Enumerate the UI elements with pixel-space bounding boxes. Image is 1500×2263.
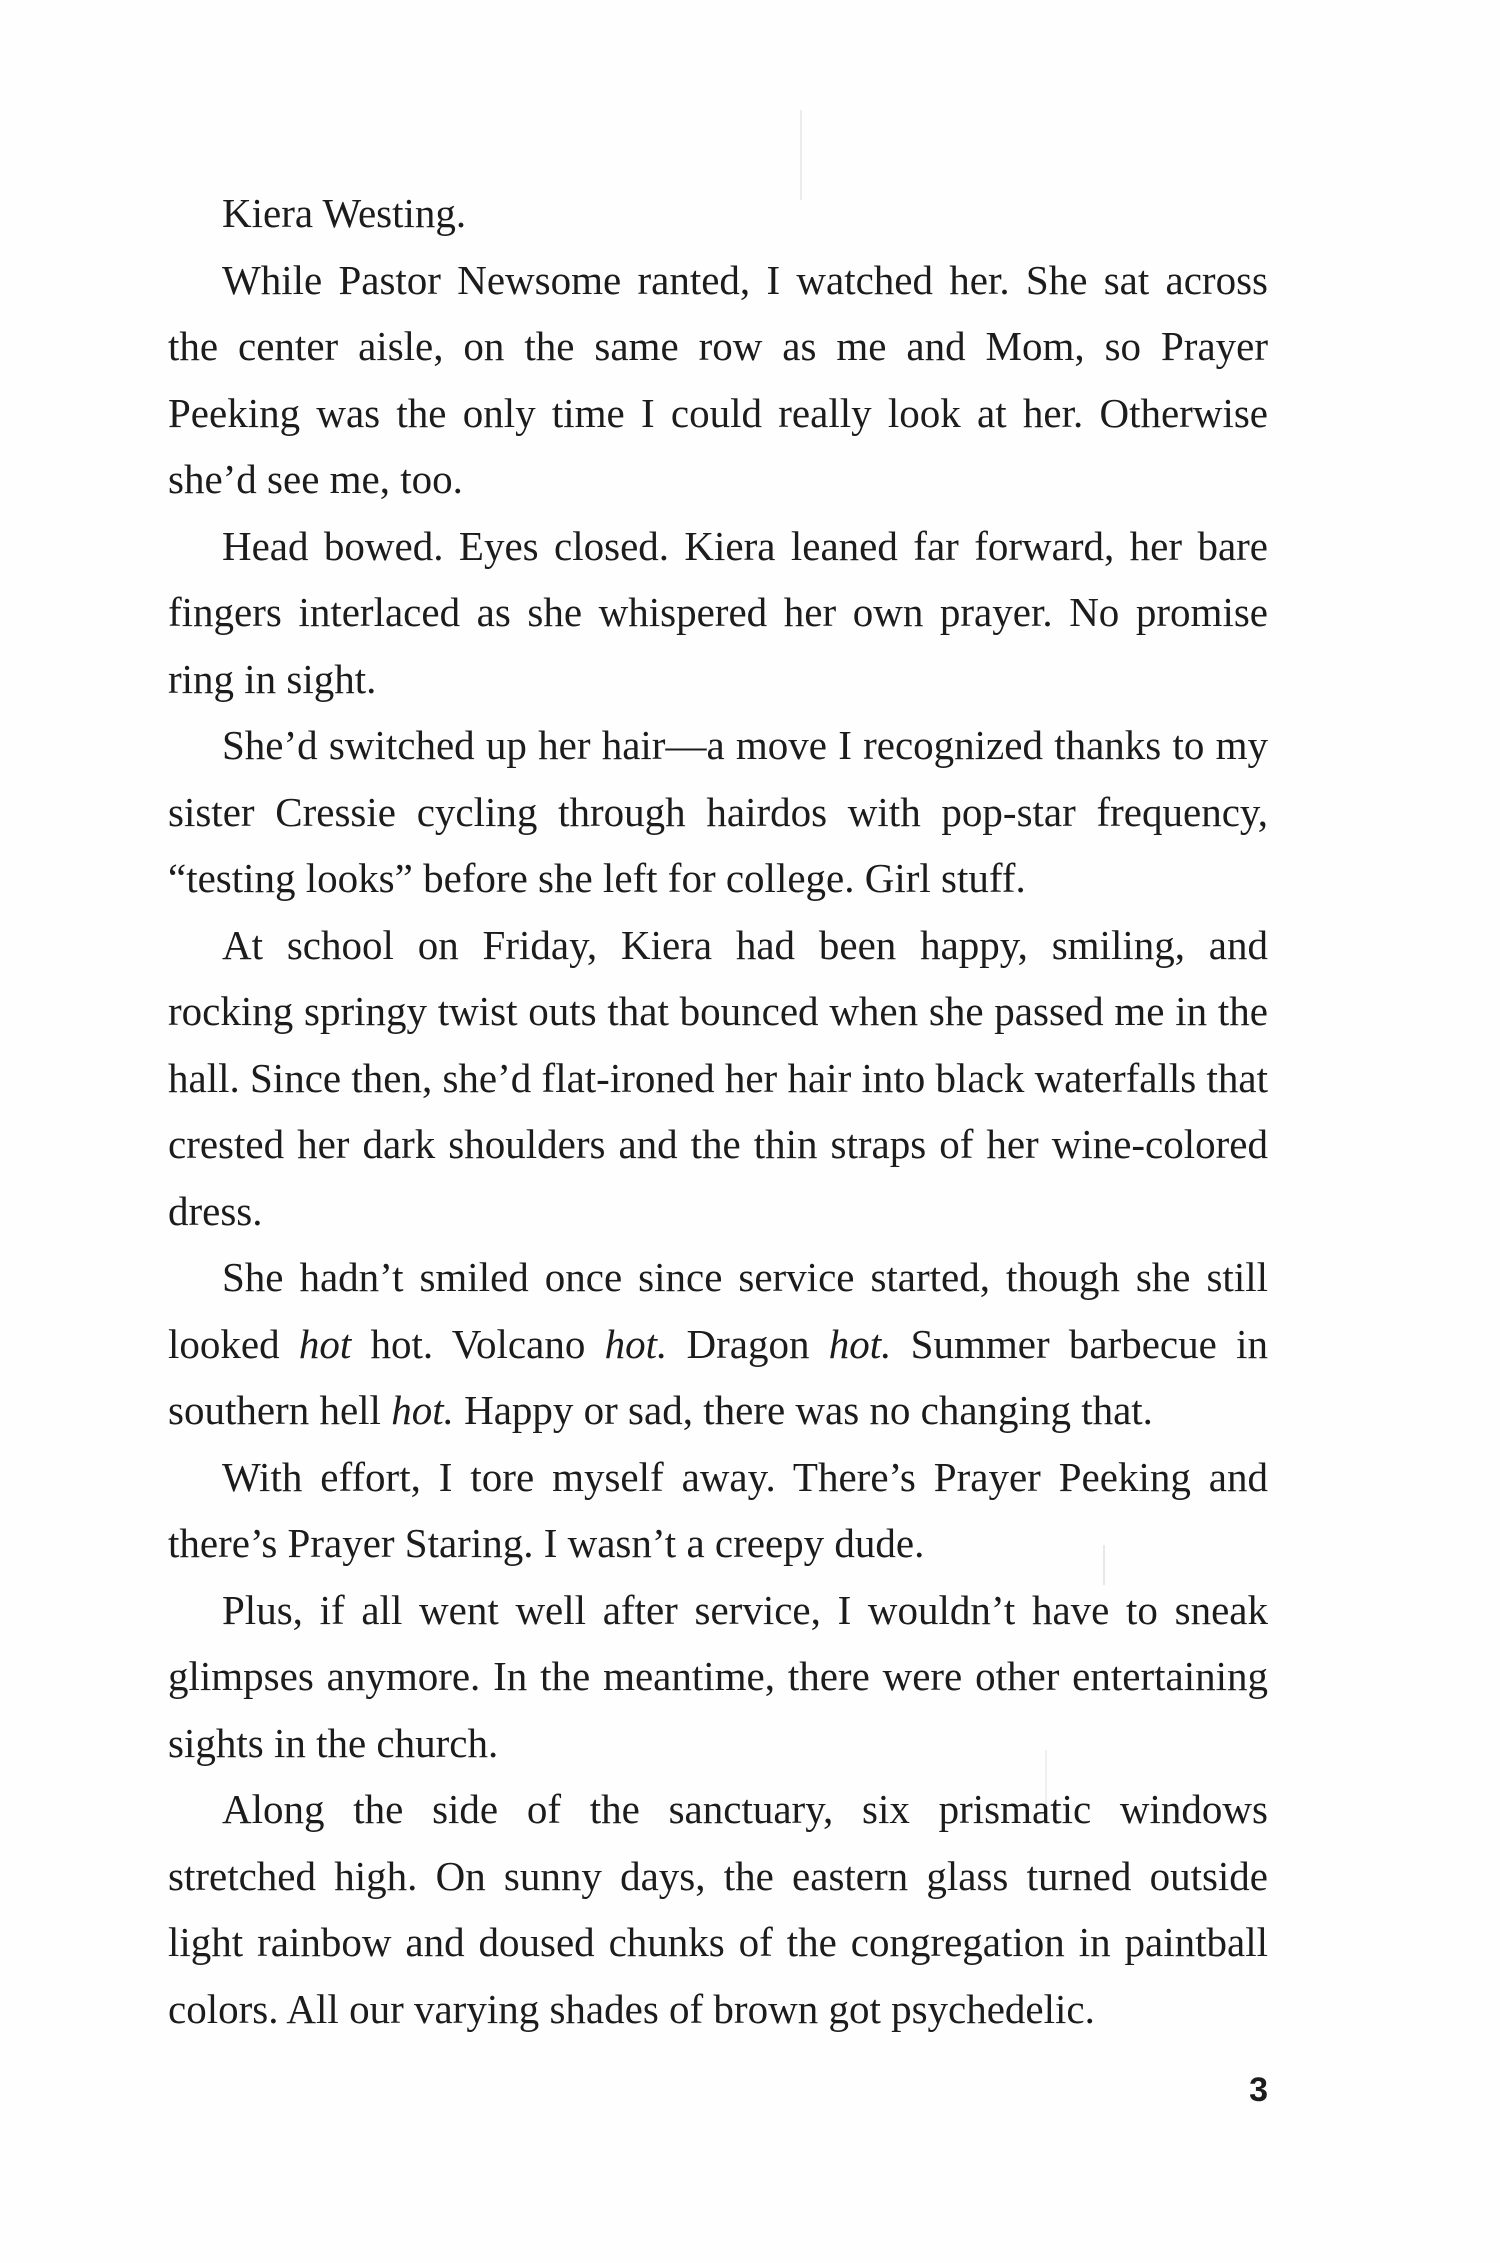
paragraph	[168, 1776, 1268, 2042]
body-text	[168, 180, 1268, 2042]
paragraph	[168, 247, 1268, 513]
page-number: 3	[1249, 2071, 1268, 2109]
paragraph-text: Along the side of the sanctuary, six prismatic windows stretched high. On sunny days, the eastern glass turned outside light rainbow and doused chunks of the congregation in paintball colors. All our varying shades of brown got psychedelic.	[168, 1786, 1268, 2032]
paragraph-text: Plus, if all went well after service, I wouldn’t have to sneak glimpses anymore. In the meantime, there were other entertaining sights in the church.	[168, 1586, 1268, 1766]
italic-text: hot.	[391, 1387, 454, 1433]
paragraph-text: Kiera Westing.	[222, 190, 467, 236]
italic-text: hot	[298, 1320, 352, 1367]
paragraph	[168, 1244, 1268, 1444]
paragraph-text: With effort, I tore myself away. There’s Prayer Peeking and there’s Prayer Staring. I wasn’t a creepy dude.	[168, 1453, 1268, 1566]
paragraph	[168, 912, 1268, 1245]
paragraph-text: While Pastor Newsome ranted, I watched her. She sat across the center aisle, on the same row as me and Mom, so Prayer Peeking was the only time I could really look at her. Otherwise she’d see me, too.	[168, 256, 1268, 502]
paragraph-text: At school on Friday, Kiera had been happy, smiling, and rocking springy twist outs that bounced when she passed me in the hall. Since then, she’d flat-ironed her hair into black waterfalls that crested her dark shoulders and the thin straps of her wine-colored dress.	[168, 921, 1268, 1234]
paragraph	[168, 513, 1268, 713]
paragraph	[168, 1444, 1268, 1577]
paragraph-text: She hadn’t smiled once since service started, though she still looked	[168, 1254, 1268, 1367]
paragraph-text: hot. Volcano	[351, 1320, 605, 1367]
paragraph-text: Dragon	[667, 1320, 829, 1367]
paragraph-text: She’d switched up her hair—a move I recognized thanks to my sister Cressie cycling through hairdos with pop-star frequency, “testing looks” before she left for college. Girl stuff.	[168, 722, 1268, 901]
paragraph	[168, 1577, 1268, 1777]
paragraph-text: Happy or sad, there was no changing that.	[453, 1387, 1153, 1433]
paragraph-text: Summer barbecue in southern hell	[168, 1320, 1268, 1433]
paragraph	[168, 180, 1268, 247]
paragraph	[168, 712, 1268, 912]
italic-text: hot.	[828, 1320, 892, 1367]
italic-text: hot.	[604, 1320, 668, 1367]
paragraph-text: Head bowed. Eyes closed. Kiera leaned far forward, her bare fingers interlaced as she whispered her own prayer. No promise ring in sight.	[168, 522, 1268, 702]
